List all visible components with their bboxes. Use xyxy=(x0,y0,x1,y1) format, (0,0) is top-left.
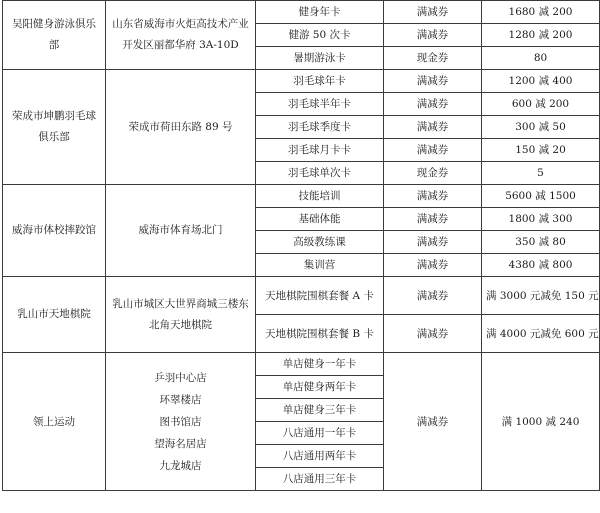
table-row xyxy=(3,70,600,93)
venue-name: 威海市体校摔跤馆 xyxy=(3,185,106,277)
coupon-type: 满减券 xyxy=(384,116,482,139)
offer-value: 300 减 50 xyxy=(482,116,600,139)
card-name: 集训营 xyxy=(256,254,384,277)
card-name: 单店健身一年卡 xyxy=(256,353,384,376)
coupon-type: 满减券 xyxy=(384,208,482,231)
store-list xyxy=(106,353,256,491)
coupon-type: 满减券 xyxy=(384,93,482,116)
card-name: 单店健身两年卡 xyxy=(256,376,384,399)
offer-value: 1200 减 400 xyxy=(482,70,600,93)
coupon-type: 现金券 xyxy=(384,162,482,185)
venue-address: 威海市体育场北门 xyxy=(106,185,256,277)
offer-value: 350 减 80 xyxy=(482,231,600,254)
store-name: 望海名居店 xyxy=(154,437,207,450)
venue-name: 领上运动 xyxy=(3,353,106,491)
table-row xyxy=(3,353,600,376)
table-row xyxy=(3,185,600,208)
table-row xyxy=(3,1,600,24)
card-name: 八店通用两年卡 xyxy=(256,445,384,468)
coupon-type: 满减券 xyxy=(384,70,482,93)
offer-value: 4380 减 800 xyxy=(482,254,600,277)
store-name: 图书馆店 xyxy=(159,415,202,428)
offer-value: 满 3000 元减免 150 元 xyxy=(482,277,600,315)
offer-value: 150 减 20 xyxy=(482,139,600,162)
store-name: 乒羽中心店 xyxy=(154,371,207,384)
card-name: 羽毛球年卡 xyxy=(256,70,384,93)
card-name: 羽毛球单次卡 xyxy=(256,162,384,185)
card-name: 天地棋院围棋套餐 B 卡 xyxy=(256,315,384,353)
offer-value: 80 xyxy=(482,47,600,70)
store-name: 九龙城店 xyxy=(159,459,202,472)
coupon-type: 满减券 xyxy=(384,254,482,277)
offer-value: 1800 减 300 xyxy=(482,208,600,231)
coupon-type: 满减券 xyxy=(384,139,482,162)
coupon-type: 满减券 xyxy=(384,277,482,315)
coupon-type: 现金券 xyxy=(384,47,482,70)
card-name: 羽毛球半年卡 xyxy=(256,93,384,116)
offer-value: 5600 减 1500 xyxy=(482,185,600,208)
offer-value: 5 xyxy=(482,162,600,185)
card-name: 技能培训 xyxy=(256,185,384,208)
venue-name: 吴阳健身游泳俱乐部 xyxy=(3,1,106,70)
coupon-table xyxy=(2,0,600,491)
card-name: 羽毛球季度卡 xyxy=(256,116,384,139)
coupon-type: 满减券 xyxy=(384,185,482,208)
offer-value: 满 4000 元减免 600 元 xyxy=(482,315,600,353)
card-name: 单店健身三年卡 xyxy=(256,399,384,422)
card-name: 健身年卡 xyxy=(256,1,384,24)
venue-address: 荣成市荷田东路 89 号 xyxy=(106,70,256,185)
table-row xyxy=(3,277,600,315)
coupon-type: 满减券 xyxy=(384,231,482,254)
offer-value: 600 减 200 xyxy=(482,93,600,116)
card-name: 天地棋院围棋套餐 A 卡 xyxy=(256,277,384,315)
venue-address: 乳山市城区大世界商城三楼东北角天地棋院 xyxy=(106,277,256,353)
card-name: 健游 50 次卡 xyxy=(256,24,384,47)
card-name: 八店通用三年卡 xyxy=(256,468,384,491)
offer-value: 1280 减 200 xyxy=(482,24,600,47)
venue-address: 山东省威海市火炬高技术产业开发区丽都华府 3A-10D xyxy=(106,1,256,70)
store-name: 环翠楼店 xyxy=(159,393,202,406)
card-name: 高级教练课 xyxy=(256,231,384,254)
card-name: 暑期游泳卡 xyxy=(256,47,384,70)
offer-value: 满 1000 减 240 xyxy=(482,353,600,491)
coupon-type: 满减券 xyxy=(384,24,482,47)
coupon-type: 满减券 xyxy=(384,353,482,491)
card-name: 八店通用一年卡 xyxy=(256,422,384,445)
coupon-type: 满减券 xyxy=(384,315,482,353)
coupon-type: 满减券 xyxy=(384,1,482,24)
card-name: 羽毛球月卡卡 xyxy=(256,139,384,162)
card-name: 基础体能 xyxy=(256,208,384,231)
venue-name: 乳山市天地棋院 xyxy=(3,277,106,353)
venue-name: 荣成市坤鹏羽毛球俱乐部 xyxy=(3,70,106,185)
offer-value: 1680 减 200 xyxy=(482,1,600,24)
